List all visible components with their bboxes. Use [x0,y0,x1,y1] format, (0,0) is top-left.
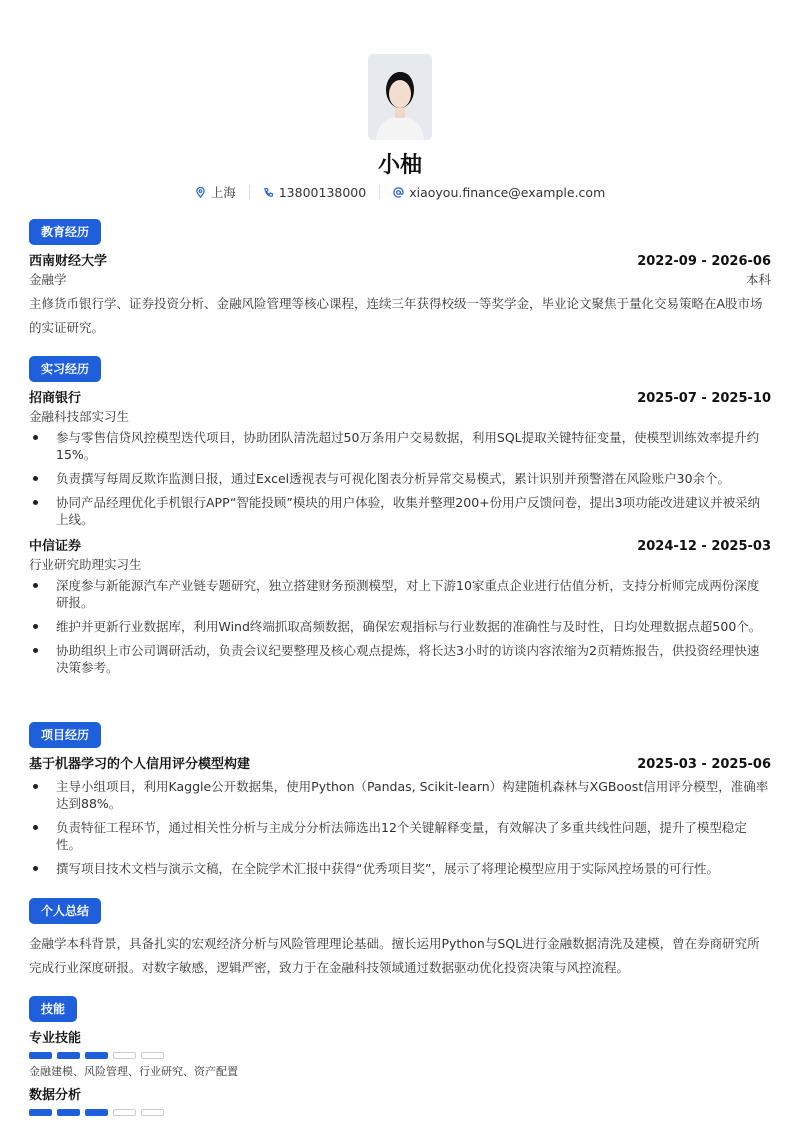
location-pin-icon [195,187,206,198]
company-name: 中信证券 [29,539,82,554]
bullet-item: 负责特征工程环节，通过相关性分析与主成分分析法筛选出12个关键解释变量，有效解决了多重共线性问题，提升了模型稳定性。 [29,819,771,853]
internship-dates: 2025-07 - 2025-10 [637,391,771,406]
section-tag-internship: 实习经历 [29,356,101,382]
divider [379,185,380,199]
skill-segment-filled [85,1052,108,1059]
skill-item [29,1030,771,1079]
education-description: 主修货币银行学、证券投资分析、金融风险管理等核心课程，连续三年获得校级一等奖学金，毕业论文聚焦于量化交易策略在A股市场的实证研究。 [29,296,763,335]
project-item [29,756,771,877]
skill-name: 专业技能 [29,1031,82,1046]
education-section [29,219,771,340]
project-dates: 2025-03 - 2025-06 [637,757,771,772]
skill-segment-filled [85,1109,108,1116]
bullet-item: 主导小组项目，利用Kaggle公开数据集，使用Python（Pandas, Scikit-learn）构建随机森林与XGBoost信用评分模型，准确率达到88%。 [29,778,771,812]
phone-icon [263,187,274,198]
summary-text: 金融学本科背景，具备扎实的宏观经济分析与风险管理理论基础。擅长运用Python与SQL进行金融数据清洗及建模，曾在券商研究所完成行业深度研报。对数字敏感，逻辑严密，致力于在金融科技领域通过数据驱动优化投资决策与风控流程。 [29,936,760,975]
bullet-item: 维护并更新行业数据库，利用Wind终端抓取高频数据，确保宏观指标与行业数据的准确性与及时性，日均处理数据点超500个。 [29,618,771,635]
skills-section [29,996,771,1121]
company-name: 招商银行 [29,391,82,406]
skill-segment-filled [57,1052,80,1059]
section-tag-projects: 项目经历 [29,722,101,748]
skill-name: 数据分析 [29,1088,82,1103]
bullet-item: 协同产品经理优化手机银行APP“智能投顾”模块的用户体验，收集并整理200+份用户反馈问卷，提出3项功能改进建议并被采纳上线。 [29,494,771,528]
skill-level-bar [29,1109,771,1116]
bullet-item: 深度参与新能源汽车产业链专题研究，独立搭建财务预测模型，对上下游10家重点企业进行估值分析，支持分析师完成两份深度研报。 [29,577,771,611]
education-dates: 2022-09 - 2026-06 [637,254,771,269]
phone: 13800138000 [278,184,367,200]
section-tag-education: 教育经历 [29,219,101,245]
skill-segment-empty [141,1109,164,1116]
project-section [29,722,771,884]
profile-photo [368,54,432,140]
skill-item [29,1087,771,1116]
section-tag-skills: 技能 [29,996,77,1022]
internship-section [29,356,771,683]
skill-segment-empty [113,1109,136,1116]
bullet-item: 参与零售信贷风控模型迭代项目，协助团队清洗超过50万条用户交易数据，利用SQL提取关键特征变量，使模型训练效率提升约15%。 [29,429,771,463]
skill-description: 金融建模、风险管理、行业研究、资产配置 [29,1065,238,1078]
internship-item [29,538,771,676]
location: 上海 [210,185,236,200]
contact-bar [0,183,800,201]
candidate-name: 小柚 [377,153,422,178]
degree: 本科 [745,272,771,287]
skill-segment-filled [29,1052,52,1059]
role: 金融科技部实习生 [29,409,130,424]
divider [249,185,250,199]
section-tag-summary: 个人总结 [29,898,101,924]
project-name: 基于机器学习的个人信用评分模型构建 [29,757,251,772]
skill-segment-empty [141,1052,164,1059]
email-at-icon [393,187,404,198]
skill-level-bar [29,1052,771,1059]
bullet-item: 协助组织上市公司调研活动，负责会议纪要整理及核心观点提炼，将长达3小时的访谈内容浓缩为2页精炼报告，供投资经理快速决策参考。 [29,642,771,676]
summary-section [29,898,771,980]
school-name: 西南财经大学 [29,254,108,269]
internship-dates: 2024-12 - 2025-03 [637,539,771,554]
role: 行业研究助理实习生 [29,557,142,572]
bullet-item: 撰写项目技术文档与演示文稿，在全院学术汇报中获得“优秀项目奖”，展示了将理论模型应用于实际风控场景的可行性。 [29,860,771,877]
skill-segment-filled [29,1109,52,1116]
internship-item [29,390,771,528]
major: 金融学 [29,272,67,287]
email: xiaoyou.finance@example.com [409,184,606,200]
bullet-item: 负责撰写每周反欺诈监测日报，通过Excel透视表与可视化图表分析异常交易模式，累计识别并预警潜在风险账户30余个。 [29,470,771,487]
skill-segment-filled [57,1109,80,1116]
skill-segment-empty [113,1052,136,1059]
